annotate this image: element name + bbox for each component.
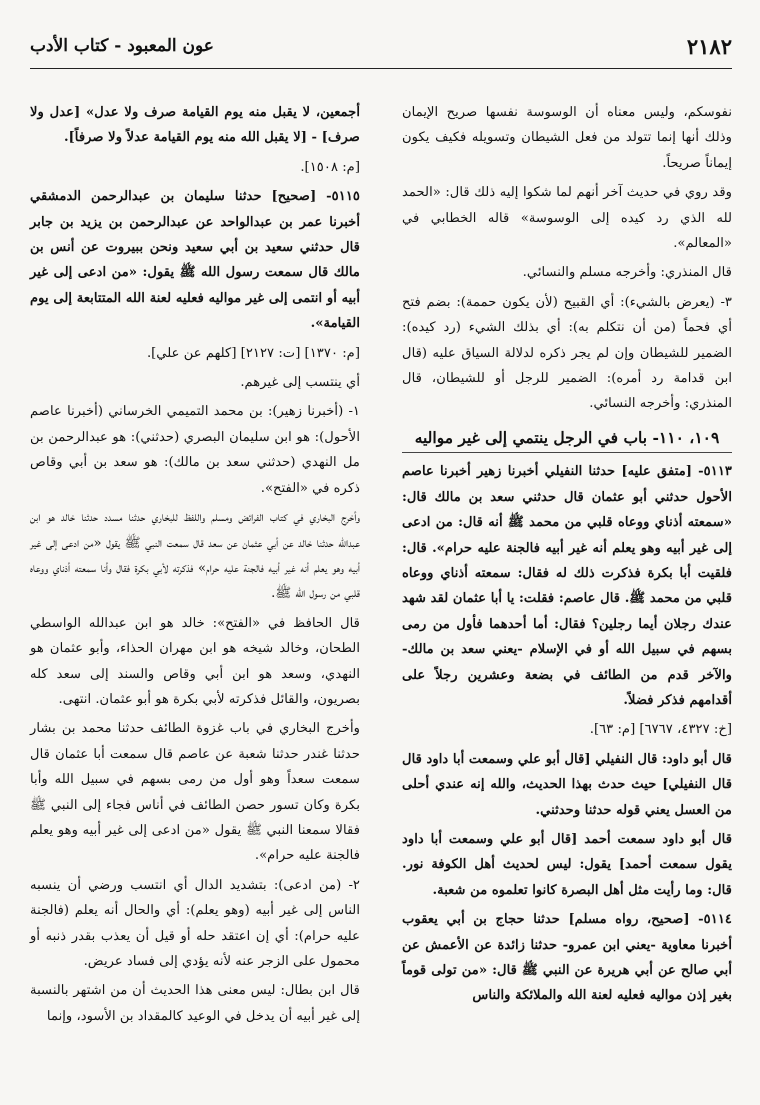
hadith-paragraph: قال أبو داود: قال النفيلي [قال أبو علي وسمعت أبا داود قال قال النفيلي] حيث حدث بهذا الحديث، والله إنه عندي أحلى من العسل يعني قوله حدثنا وحدثني. <box>402 751 732 818</box>
hadith-paragraph: ٥١١٤- [صحيح، رواه مسلم] حدثنا حجاج بن أبي يعقوب أخبرنا معاوية -يعني ابن عمرو- حدثنا زائدة عن الأعمش عن أبي صالح عن أبي هريرة عن النبي ﷺ قال: «من تولى قوماً بغير إذن مواليه فعليه لعنة الله والملائكة والناس <box>402 912 732 1004</box>
paragraph: قال ابن بطال: ليس معنى هذا الحديث أن من اشتهر بالنسبة إلى غير أبيه أن يدخل في الوعيد كالمقداد بن الأسود، وإنما <box>30 983 360 1024</box>
citation: [م: ١٣٧٠] [ت: ٢١٢٧] [كلهم عن علي]. <box>146 345 360 361</box>
paragraph: ٢- (من ادعى): بتشديد الدال أي انتسب ورضي أن ينسبه الناس إلى غير أبيه (وهو يعلم): أي والحال أنه يعلم (فالجنة عليه حرام): أي إن اعتقد حله أو قيل أن يعذب بقدر ذنبه أو محمول على الزجر عنه لأنه يؤدي إلى فساد عريض. <box>30 877 360 969</box>
paragraph: ٣- (يعرض بالشيء): أي القبيح (لأن يكون حممة): بضم فتح أي فحماً (من أن نتكلم به): أي بذلك الشيء (رد كيده): الضمير للشيطان وإن لم يجر ذكره لدلالة السياق عليه (قال ابن قدامة رد أمره): الضمير للرجل أو للشيطان، قال المنذري: وأخرجه النسائي. <box>402 294 732 412</box>
hadith-paragraph: أجمعين، لا يقبل منه يوم القيامة صرف ولا عدل» [عدل ولا صرف] - [لا يقبل الله منه يوم القيامة عدلاً ولا صرفاً]. <box>30 105 360 146</box>
paragraph: قال المنذري: وأخرجه مسلم والنسائي. <box>522 265 732 281</box>
page-header <box>30 28 732 69</box>
paragraph: نفوسكم، وليس معناه أن الوسوسة نفسها صريح الإيمان وذلك أنها إنما تتولد من فعل الشيطان وتسويله فكيف يكون إيماناً صريحاً. <box>402 105 732 171</box>
chapter-heading: ١٠٩، ١١٠- باب في الرجل ينتمي إلى غير مواليه <box>402 425 732 453</box>
paragraph: أي ينتسب إلى غيرهم. <box>240 375 360 391</box>
right-column <box>402 100 732 1013</box>
citation: [م: ١٥٠٨]. <box>300 159 360 175</box>
hadith-paragraph: ٥١١٣- [متفق عليه] حدثنا النفيلي أخبرنا زهير أخبرنا عاصم الأحول حدثني أبو عثمان قال حدثني سعد بن مالك قال: «سمعته أذناي ووعاه قلبي من محمد ﷺ أنه قال: من ادعى إلى غير أبيه وهو يعلم أنه غير أبيه فالجنة عليه حرام». قال: فلقيت أبا بكرة فذكرت ذلك له فقال: سمعته أذناي ووعاه قلبي من محمد ﷺ. قال عاصم: فقلت: يا أبا عثمان لقد شهد عندك رجلان أيما رجلين؟ فقال: أما أحدهما فأول من رمى بسهم في سبيل الله أو في الإسلام -يعني سعد بن مالك- والآخر قدم من الطائف في بضعة وعشرين رجلاً على أقدامهم فذكر فضلاً. <box>402 464 732 708</box>
page-number: ٢١٨٢ <box>686 34 732 59</box>
paragraph: ١- (أخبرنا زهير): بن محمد التميمي الخرساني (أخبرنا عاصم الأحول): هو ابن سليمان البصري (حدثني): هو عبدالرحمن بن مل النهدي (حدثني سعد بن مالك): هو سعد بن أبي وقاص ذكره في «الفتح». <box>30 404 360 496</box>
hadith-paragraph: ٥١١٥- [صحيح] حدثنا سليمان بن عبدالرحمن الدمشقي أخبرنا عمر بن عبدالواحد عن عبدالرحمن بن يزيد بن جابر قال حدثني سعيد بن أبي سعيد ونحن ببيروت عن أنس بن مالك قال سمعت رسول الله ﷺ يقول: «من ادعى إلى غير أبيه أو انتمى إلى غير مواليه فعليه لعنة الله المتتابعة إلى يوم القيامة». <box>30 189 360 332</box>
citation: [خ: ٤٣٢٧، ٦٧٦٧] [م: ٦٣]. <box>589 722 732 738</box>
paragraph: قال الحافظ في «الفتح»: خالد هو ابن عبدالله الواسطي الطحان، وخالد شيخه هو ابن مهران الحذاء، وأبو عثمان هو النهدي، وسعد هو ابن أبي وقاص والسند إلى سعد كله بصريون، والقائل فذكرته لأبي بكرة هو أبو عثمان. انتهى. <box>30 615 360 707</box>
paragraph: وأخرج البخاري في باب غزوة الطائف حدثنا محمد بن بشار حدثنا غندر حدثنا شعبة عن عاصم قال سمعت أبا عثمان قال سمعت سعداً وهو أول من رمى بسهم في سبيل الله وأبا بكرة وكان تسور حصن الطائف في أناس فجاء إلى النبي ﷺ فقالا سمعنا النبي ﷺ يقول «من ادعى إلى غير أبيه وهو يعلم فالجنة عليه حرام». <box>30 721 360 864</box>
paragraph: وقد روي في حديث آخر أنهم لما شكوا إليه ذلك قال: «الحمد لله الذي رد كيده إلى الوسوسة» قاله الخطابي في «المعالم». <box>402 185 732 252</box>
left-column <box>30 100 360 1033</box>
hadith-paragraph: قال أبو داود سمعت أحمد [قال أبو علي وسمعت أبا داود يقول سمعت أحمد] يقول: ليس لحديث أهل الكوفة نور. قال: وما رأيت مثل أهل البصرة كانوا تعلموه من شعبة. <box>402 831 732 898</box>
running-title: عون المعبود - كتاب الأدب <box>30 36 214 56</box>
paragraph: وأخرج البخاري في كتاب الفرائض ومسلم واللفظ للبخاري حدثنا مسدد حدثنا خالد هو ابن عبدالله حدثنا خالد عن أبي عثمان عن سعد قال سمعت النبي ﷺ يقول «من ادعى إلى غير أبيه وهو يعلم أنه غير أبيه فالجنة عليه حرام» فذكرته لأبي بكرة فقال وأنا سمعته أذناي ووعاه قلبي من رسول الله ﷺ. <box>30 510 360 602</box>
